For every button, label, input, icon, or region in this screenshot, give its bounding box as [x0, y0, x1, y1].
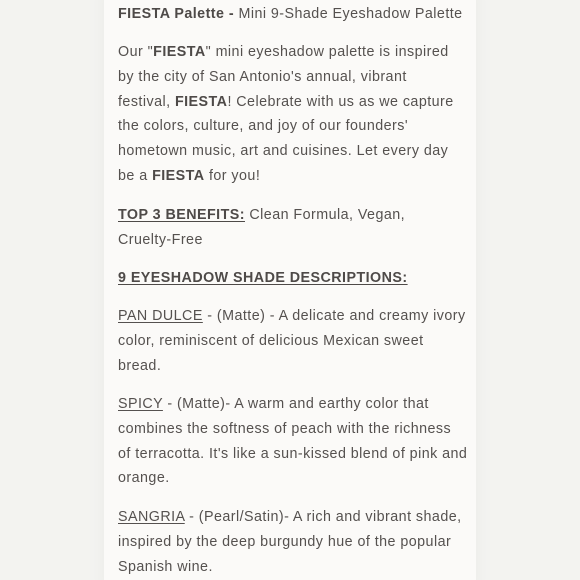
product-name: FIESTA Palette - [118, 6, 235, 22]
benefits-paragraph [118, 203, 460, 253]
shade-name: PAN DULCE [118, 308, 203, 324]
shade-spicy [118, 392, 468, 491]
right-margin [476, 0, 580, 580]
shades-heading [118, 266, 468, 291]
intro-text-4: for you! [204, 167, 261, 184]
shade-description: - (Matte)- A warm and earthy color that combines the softness of peach with the richness of terracotta. It's like a sun-kissed blend of pink and orange. [118, 396, 468, 487]
shade-pan-dulce [118, 304, 468, 378]
shade-name: SANGRIA [118, 509, 185, 525]
shades-heading-text: 9 EYESHADOW SHADE DESCRIPTIONS: [118, 270, 408, 286]
intro-bold-1: FIESTA [153, 44, 206, 60]
product-title [118, 2, 478, 27]
intro-bold-2: FIESTA [174, 93, 228, 110]
intro-bold-3: FIESTA [152, 167, 205, 184]
shade-description: - (Matte) - A delicate and creamy ivory color, reminiscent of delicious Mexican sweet bread. [118, 308, 466, 374]
intro-paragraph [118, 40, 463, 189]
intro-text-1: Our " [118, 44, 154, 60]
left-margin [0, 0, 104, 580]
shade-name: SPICY [118, 396, 163, 412]
shade-sangria [118, 505, 468, 579]
benefits-text: Clean Formula, Vegan, Cruelty-Free [118, 207, 406, 248]
intro-text-2: " mini eyeshadow palette is inspired by the city of San Antonio's annual, vibrant festival, [118, 44, 449, 110]
benefits-label: TOP 3 BENEFITS: [118, 207, 245, 223]
intro-text-3: ! Celebrate with us as we capture the colors, culture, and joy of our founders' hometown music, art and cuisines. Let every day be a [118, 93, 454, 184]
product-subtitle: Mini 9-Shade Eyeshadow Palette [234, 6, 463, 22]
shade-description: - (Pearl/Satin)- A rich and vibrant shade, inspired by the deep burgundy hue of the popular Spanish wine. [118, 509, 462, 575]
